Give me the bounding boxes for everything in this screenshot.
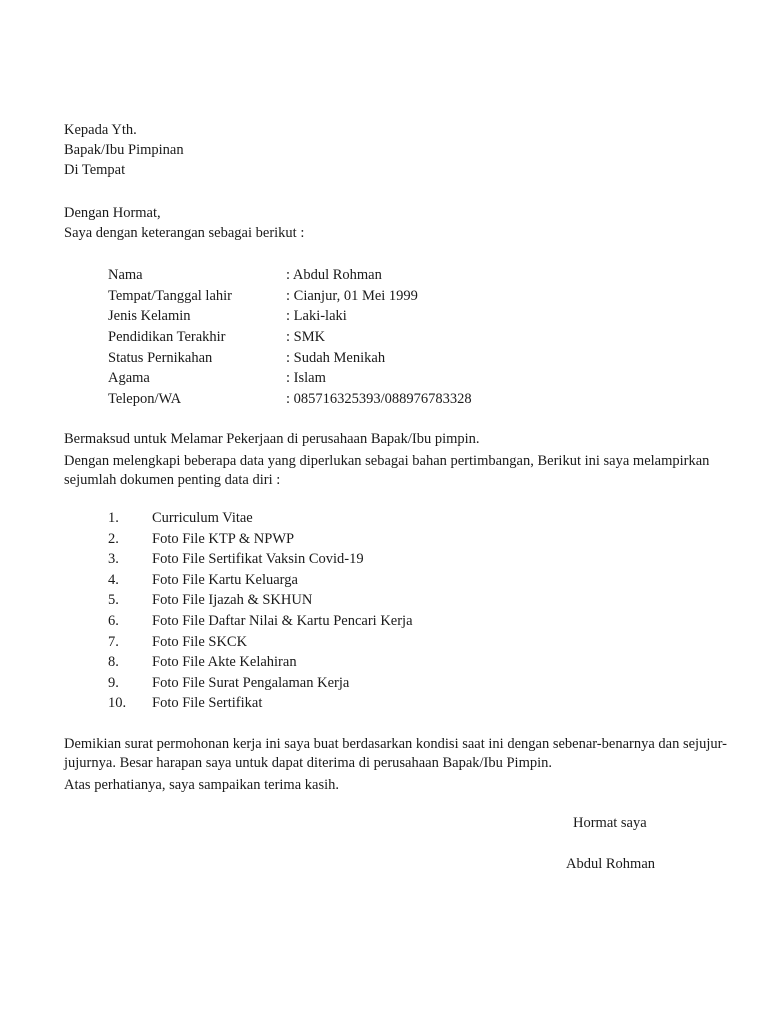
closing-line: Atas perhatianya, saya sampaikan terima kasih. bbox=[64, 777, 339, 793]
list-item bbox=[108, 652, 413, 673]
detail-label: Jenis Kelamin bbox=[108, 308, 191, 325]
list-text: Foto File Surat Pengalaman Kerja bbox=[152, 674, 350, 691]
detail-label: Status Pernikahan bbox=[108, 349, 213, 366]
list-item bbox=[108, 570, 413, 591]
list-text: Foto File Ijazah & SKHUN bbox=[152, 592, 313, 609]
list-number: 7. bbox=[108, 633, 119, 650]
list-text: Foto File Sertifikat Vaksin Covid-19 bbox=[152, 551, 364, 568]
detail-value: : 085716325393/088976783328 bbox=[286, 391, 472, 408]
detail-value: : Laki-laki bbox=[286, 308, 347, 325]
closing-line: Demikian surat permohonan kerja ini saya buat berdasarkan kondisi saat ini dengan sebenar-benarnya dan sejujur- bbox=[64, 736, 727, 752]
detail-row bbox=[108, 368, 472, 389]
detail-row bbox=[108, 389, 472, 410]
list-number: 8. bbox=[108, 654, 119, 671]
list-item bbox=[108, 508, 413, 529]
list-text: Foto File SKCK bbox=[152, 633, 248, 650]
purpose-line: Dengan melengkapi beberapa data yang diperlukan sebagai bahan pertimbangan, Berikut ini saya melampirkan bbox=[64, 453, 710, 469]
list-text: Foto File KTP & NPWP bbox=[152, 530, 295, 547]
purpose-paragraph bbox=[64, 429, 744, 489]
detail-row bbox=[108, 348, 472, 369]
detail-row bbox=[108, 327, 472, 348]
list-item bbox=[108, 611, 413, 632]
detail-value: : SMK bbox=[286, 329, 326, 346]
list-number: 2. bbox=[108, 530, 119, 547]
list-number: 6. bbox=[108, 612, 119, 629]
recipient-line: Bapak/Ibu Pimpinan bbox=[64, 142, 184, 158]
list-text: Foto File Akte Kelahiran bbox=[152, 654, 297, 671]
detail-label: Telepon/WA bbox=[108, 391, 182, 408]
recipient-line: Di Tempat bbox=[64, 162, 126, 178]
detail-value: : Islam bbox=[286, 370, 326, 387]
detail-row bbox=[108, 286, 472, 307]
list-number: 9. bbox=[108, 674, 119, 691]
list-text: Foto File Sertifikat bbox=[152, 695, 263, 712]
detail-label: Nama bbox=[108, 267, 143, 283]
list-number: 10. bbox=[108, 695, 127, 712]
detail-row bbox=[108, 265, 472, 286]
signature-name: Abdul Rohman bbox=[566, 856, 656, 872]
closing-paragraph bbox=[64, 734, 744, 794]
purpose-line: Bermaksud untuk Melamar Pekerjaan di perusahaan Bapak/Ibu pimpin. bbox=[64, 431, 480, 447]
list-text: Foto File Kartu Keluarga bbox=[152, 571, 298, 588]
document-list bbox=[108, 508, 413, 714]
detail-value: : Cianjur, 01 Mei 1999 bbox=[286, 287, 418, 304]
purpose-line: sejumlah dokumen penting data diri : bbox=[64, 472, 281, 488]
detail-value: : Sudah Menikah bbox=[286, 349, 386, 366]
list-item bbox=[108, 673, 413, 694]
recipient-block bbox=[64, 120, 744, 180]
greeting-block bbox=[64, 203, 744, 243]
list-number: 1. bbox=[108, 510, 119, 526]
list-number: 4. bbox=[108, 571, 119, 588]
detail-label: Agama bbox=[108, 370, 150, 387]
detail-label: Tempat/Tanggal lahir bbox=[108, 287, 232, 304]
list-text: Curriculum Vitae bbox=[152, 510, 253, 526]
list-item bbox=[108, 529, 413, 550]
intro-text: Saya dengan keterangan sebagai berikut : bbox=[64, 225, 305, 241]
list-item bbox=[108, 590, 413, 611]
list-item bbox=[108, 693, 413, 714]
applicant-details bbox=[108, 265, 472, 410]
list-item bbox=[108, 632, 413, 653]
detail-label: Pendidikan Terakhir bbox=[108, 329, 226, 346]
detail-row bbox=[108, 306, 472, 327]
recipient-line: Kepada Yth. bbox=[64, 122, 137, 138]
list-number: 3. bbox=[108, 551, 119, 568]
list-number: 5. bbox=[108, 592, 119, 609]
signoff: Hormat saya bbox=[573, 815, 647, 831]
salutation: Dengan Hormat, bbox=[64, 205, 161, 221]
detail-value: : Abdul Rohman bbox=[286, 267, 382, 283]
list-item bbox=[108, 549, 413, 570]
closing-line: jujurnya. Besar harapan saya untuk dapat diterima di perusahaan Bapak/Ibu Pimpin. bbox=[64, 755, 553, 771]
list-text: Foto File Daftar Nilai & Kartu Pencari Kerja bbox=[152, 612, 413, 629]
